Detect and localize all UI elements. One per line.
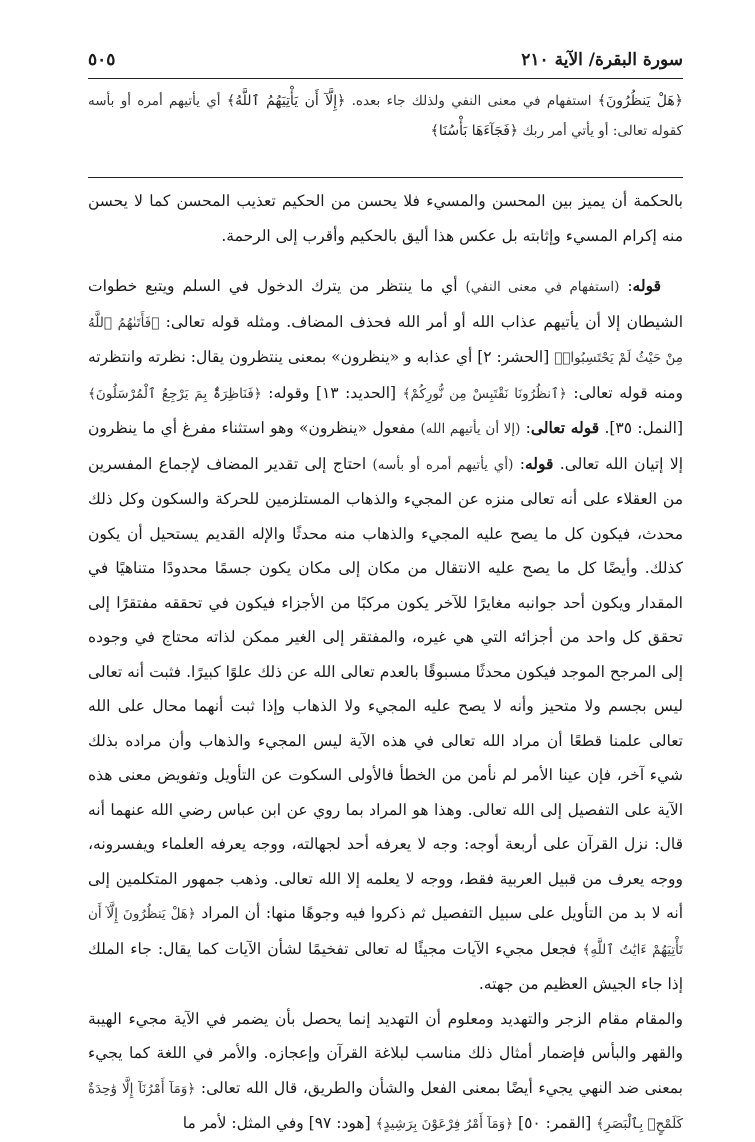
- continuation-paragraph: بالحكمة أن يميز بين المحسن والمسيء فلا يحسن من الحكيم تعذيب المحسن كما لا يحسن منه إكرام المسيء وإثابته بل عكس هذا أليق بالحكيم وأقرب إلى الرحمة.: [88, 192, 683, 245]
- text-segment: مفعول «ينظرون» وهو استثناء مفرغ أي ما ينظرون إلا إتيان الله تعالى.: [88, 419, 684, 473]
- quran-gloss: [88, 86, 683, 146]
- qawl-label-3: قوله: [524, 453, 554, 473]
- text-segment: [هود: ٩٧] وفي المثل: لأمر ما: [182, 1114, 376, 1132]
- quoted-gloss-3: (أي يأتيهم أمره أو بأسه): [372, 456, 514, 473]
- text-segment: :: [619, 277, 633, 295]
- gloss-text-1: استفهام في معنى النفي ولذلك جاء بعده.: [345, 93, 598, 109]
- section-divider: [88, 177, 683, 178]
- text-segment: [الحديد: ١٣] وقوله:: [261, 383, 403, 402]
- text-segment: والمقام مقام الزجر والتهديد ومعلوم أن التهديد إنما يحصل بأن يضمر في الآية مجيء الهيبة والقهر والبأس فإضمار أمثال ذلك مناسب لبلاغة القرآن وإعجازه. والأمر في اللغة كما يجيء بمعنى ضد النهي يجيء أيضًا بمعنى الفعل والشأن والطريق، قال الله تعالى:: [88, 1009, 683, 1097]
- gloss-ayah-2: ﴿إِلَّآ أَن يَأْتِيَهُمُ ٱللَّهُ﴾: [226, 93, 346, 109]
- gloss-ayah-1: ﴿هَلْ يَنظُرُونَ﴾: [597, 93, 683, 109]
- ayah-naml: ﴿فَنَاظِرَةٌۢ بِمَ يَرْجِعُ ٱلْمُرْسَلُونَ﴾: [88, 385, 262, 402]
- text-segment: [النمل: ٣٥].: [599, 419, 683, 437]
- commentary-paragraph-1: [88, 269, 683, 1002]
- text-segment: [القمر: ٥٠]: [513, 1114, 597, 1132]
- quoted-gloss-2: (إلا أن يأتيهم الله): [420, 421, 521, 437]
- text-segment: :: [513, 454, 525, 473]
- gloss-text-2: أي يأتيهم أمره أو بأسه كقوله تعالى: أو يأتي أمر ربك: [88, 93, 683, 139]
- commentary-paragraph-2: [88, 1002, 683, 1142]
- text-segment: أي ما ينتظر من يترك الدخول في السلم ويتبع خطوات الشيطان إلا أن يأتيهم عذاب الله أو أمر الله فحذف المضاف. ومثله قوله تعالى:: [88, 277, 683, 331]
- gloss-ayah-3: ﴿فَجَآءَهَا بَأْسُنَا﴾: [430, 123, 519, 139]
- ayah-hadid: ﴿ٱنظُرُونَا نَقْتَبِسْ مِن نُّورِكُمْ﴾: [402, 385, 567, 402]
- qawl-label-2: قوله تعالى: [530, 418, 600, 437]
- page-number: ٥٠٥: [88, 50, 116, 70]
- text-segment: :: [520, 419, 531, 437]
- ayah-hud: ﴿وَمَآ أَمْرُ فِرْعَوْنَ بِرَشِيدٍ﴾: [375, 1116, 514, 1132]
- running-title: سورة البقرة/ الآية ٢١٠: [521, 50, 683, 70]
- ayah-qamar: ﴿وَمَآ أَمْرُنَآ إِلَّا وَٰحِدَةٌ كَلَمْحٍۭ بِٱلْبَصَرِ﴾: [88, 1080, 683, 1132]
- ayah-hashr: ﴿فَأَتَىٰهُمُ ٱللَّهُ مِنْ حَيْثُ لَمْ يَحْتَسِبُوا۟﴾: [88, 314, 683, 366]
- text-segment: [الحشر: ٢] أي عذابه و «ينظرون» بمعنى ينتظرون يقال: نظرته وانتظرته ومنه قوله تعالى:: [88, 348, 684, 402]
- text-segment: احتاج إلى تقدير المضاف لإجماع المفسرين من العقلاء على أنه تعالى منزه عن المجيء والذهاب المستلزمين للحركة والسكون وكل ذلك محدث، فيكون كل ما يصح عليه المجيء والذهاب منه محدثًا والإله القديم يستحيل أن يكون كذلك. وأيضًا كل ما يصح عليه الانتقال من مكان إلى مكان يكون جسمًا محدودًا متناهيًا في المقدار ويكون أحد جوانبه مغايرًا للآخر يكون مركبًا من الأجزاء فيكون في تحققه مفتقرًا إلى تحقق كل واحد من أجزائه التي هي غيره، والمفتقر إلى الغير ممكن لذاته محتاج في وجوده إلى المرجح الموجد فيكون محدثًا مسبوقًا بالعدم تعالى الله عن ذلك علوًا كبيرًا. فثبت أنه تعالى ليس بجسم ولا متحيز وأنه لا يصح عليه المجيء ولا الذهاب وإذا ثبت أنهما محال على الله تعالى علمنا قطعًا أن مراد الله تعالى في هذه الآية ليس المجيء والذهاب وأن مراده بذلك شيء آخر، فإن عينا الأمر لم نأمن من الخطأ فالأولى السكوت عن التأويل وتفويض معنى هذه الآية على التفصيل إلى الله تعالى. وهذا هو المراد بما روي عن ابن عباس رضي الله عنهما أنه قال: نزل القرآن على أربعة أوجه: وجه لا يعرفه أحد لجهالته، ووجه يعرفه العلماء ويفسرونه، ووجه يعرف من قبيل العربية فقط، ووجه لا يعلمه إلا الله تعالى. وذهب جمهور المتكلمين إلى أنه لا بد من التأويل على سبيل التفصيل ثم ذكروا فيه وجوهًا منها: أن المراد: [88, 454, 684, 922]
- page-header: [88, 42, 683, 79]
- quoted-gloss-1: (استفهام في معنى النفي): [465, 279, 620, 295]
- commentary-body: [88, 184, 683, 1142]
- qawl-label-1: قوله: [632, 276, 661, 295]
- ayah-ayat-allah: ﴿هَلْ يَنظُرُونَ إِلَّآ أَن تَأْتِيَهُمْ ءَايَٰتُ ٱللَّهِ﴾: [88, 906, 684, 958]
- text-segment: فجعل مجيء الآيات مجيئًا له تعالى تفخيمًا لشأن الآيات كما يقال: جاء الملك إذا جاء الجيش العظيم من جهته.: [88, 939, 683, 993]
